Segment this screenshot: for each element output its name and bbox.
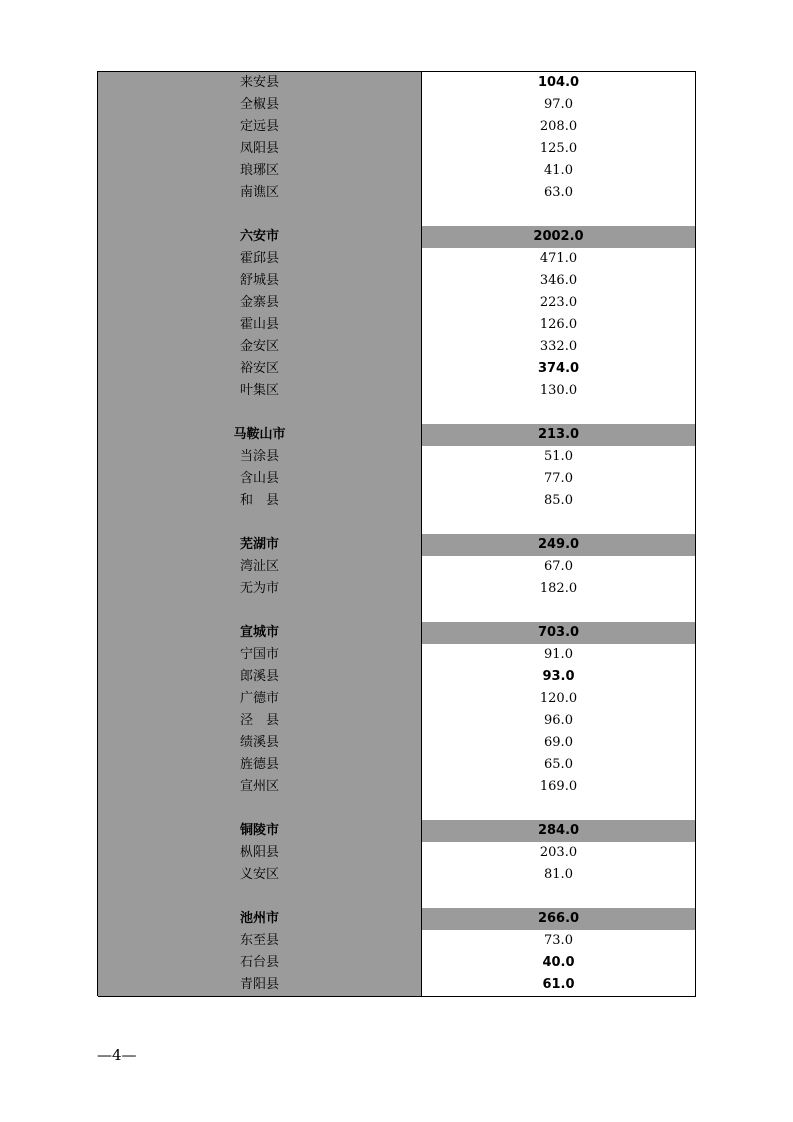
- value-cell: 332.0: [422, 336, 696, 359]
- region-name-cell: 马鞍山市: [98, 424, 422, 447]
- city-row: [98, 908, 696, 930]
- region-name-cell: 琅琊区: [98, 160, 422, 183]
- value-cell: 96.0: [422, 710, 696, 733]
- value-cell: 471.0: [422, 248, 696, 271]
- value-cell: 2002.0: [422, 226, 696, 249]
- city-row: [98, 226, 696, 248]
- value-cell: 97.0: [422, 94, 696, 117]
- region-name-cell: 泾 县: [98, 710, 422, 733]
- table-row: [98, 160, 696, 182]
- value-cell: 223.0: [422, 292, 696, 315]
- table-row: [98, 314, 696, 336]
- value-cell: 65.0: [422, 754, 696, 777]
- spacer-row: [98, 204, 696, 226]
- value-cell: 91.0: [422, 644, 696, 667]
- table-row: [98, 468, 696, 490]
- value-cell: 182.0: [422, 578, 696, 601]
- spacer-row: [98, 886, 696, 908]
- region-name-cell: 来安县: [98, 72, 422, 95]
- value-cell: 51.0: [422, 446, 696, 469]
- region-name-cell: 铜陵市: [98, 820, 422, 843]
- region-name-cell: 舒城县: [98, 270, 422, 293]
- table-row: [98, 270, 696, 292]
- city-row: [98, 534, 696, 556]
- region-name-cell: 和 县: [98, 490, 422, 513]
- spacer-row: [98, 600, 696, 622]
- table-row: [98, 336, 696, 358]
- table-row: [98, 138, 696, 160]
- table-row: [98, 776, 696, 798]
- region-name-cell: 凤阳县: [98, 138, 422, 161]
- value-cell: 85.0: [422, 490, 696, 513]
- region-name-cell: 东至县: [98, 930, 422, 953]
- table-row: [98, 248, 696, 270]
- region-name-cell: 含山县: [98, 468, 422, 491]
- table-row: [98, 556, 696, 578]
- region-name-cell: 枞阳县: [98, 842, 422, 865]
- value-cell: 125.0: [422, 138, 696, 161]
- region-name-cell: [98, 204, 422, 227]
- region-name-cell: 全椒县: [98, 94, 422, 117]
- table-row: [98, 754, 696, 776]
- table-row: [98, 578, 696, 600]
- region-name-cell: 郎溪县: [98, 666, 422, 689]
- table-row: [98, 358, 696, 380]
- region-name-cell: 宁国市: [98, 644, 422, 667]
- spacer-row: [98, 402, 696, 424]
- region-name-cell: 六安市: [98, 226, 422, 249]
- table-row: [98, 116, 696, 138]
- table-row: [98, 666, 696, 688]
- city-row: [98, 820, 696, 842]
- value-cell: 77.0: [422, 468, 696, 491]
- value-cell: 120.0: [422, 688, 696, 711]
- region-name-cell: [98, 600, 422, 623]
- value-cell: [422, 402, 696, 425]
- table-row: [98, 446, 696, 468]
- region-name-cell: 无为市: [98, 578, 422, 601]
- value-cell: [422, 204, 696, 227]
- value-cell: 61.0: [422, 974, 696, 997]
- value-cell: 40.0: [422, 952, 696, 975]
- region-name-cell: 叶集区: [98, 380, 422, 403]
- table-row: [98, 952, 696, 974]
- table-row: [98, 292, 696, 314]
- table-row: [98, 864, 696, 886]
- region-name-cell: 湾沚区: [98, 556, 422, 579]
- region-name-cell: 池州市: [98, 908, 422, 931]
- value-cell: 73.0: [422, 930, 696, 953]
- value-cell: [422, 798, 696, 821]
- table-row: [98, 732, 696, 754]
- table-row: [98, 974, 696, 996]
- region-name-cell: [98, 512, 422, 535]
- region-name-cell: 绩溪县: [98, 732, 422, 755]
- region-name-cell: 金寨县: [98, 292, 422, 315]
- spacer-row: [98, 798, 696, 820]
- region-name-cell: 霍山县: [98, 314, 422, 337]
- value-cell: 69.0: [422, 732, 696, 755]
- value-cell: 169.0: [422, 776, 696, 799]
- region-name-cell: 裕安区: [98, 358, 422, 381]
- table-row: [98, 490, 696, 512]
- value-cell: 213.0: [422, 424, 696, 447]
- value-cell: 266.0: [422, 908, 696, 931]
- value-cell: 284.0: [422, 820, 696, 843]
- value-cell: 126.0: [422, 314, 696, 337]
- region-name-cell: 义安区: [98, 864, 422, 887]
- page-number: —4—: [97, 1046, 137, 1064]
- value-cell: 203.0: [422, 842, 696, 865]
- table-row: [98, 842, 696, 864]
- table-row: [98, 94, 696, 116]
- table-row: [98, 380, 696, 402]
- region-name-cell: 宣州区: [98, 776, 422, 799]
- region-name-cell: 石台县: [98, 952, 422, 975]
- city-row: [98, 424, 696, 446]
- table-row: [98, 644, 696, 666]
- region-name-cell: 旌德县: [98, 754, 422, 777]
- value-cell: 130.0: [422, 380, 696, 403]
- value-cell: [422, 512, 696, 535]
- region-name-cell: [98, 798, 422, 821]
- region-name-cell: 青阳县: [98, 974, 422, 997]
- region-name-cell: 当涂县: [98, 446, 422, 469]
- region-name-cell: 芜湖市: [98, 534, 422, 557]
- value-cell: 67.0: [422, 556, 696, 579]
- value-cell: 63.0: [422, 182, 696, 205]
- value-cell: 346.0: [422, 270, 696, 293]
- region-name-cell: 南谯区: [98, 182, 422, 205]
- value-cell: [422, 886, 696, 909]
- value-cell: 93.0: [422, 666, 696, 689]
- table-row: [98, 930, 696, 952]
- value-cell: 374.0: [422, 358, 696, 381]
- value-cell: 249.0: [422, 534, 696, 557]
- region-name-cell: [98, 402, 422, 425]
- table-row: [98, 72, 696, 94]
- value-cell: 208.0: [422, 116, 696, 139]
- region-name-cell: 霍邱县: [98, 248, 422, 271]
- value-cell: 81.0: [422, 864, 696, 887]
- region-name-cell: [98, 886, 422, 909]
- region-name-cell: 广德市: [98, 688, 422, 711]
- region-name-cell: 宣城市: [98, 622, 422, 645]
- value-cell: [422, 600, 696, 623]
- value-cell: 703.0: [422, 622, 696, 645]
- table-row: [98, 182, 696, 204]
- value-cell: 41.0: [422, 160, 696, 183]
- table-row: [98, 688, 696, 710]
- region-name-cell: 金安区: [98, 336, 422, 359]
- value-cell: 104.0: [422, 72, 696, 95]
- table-row: [98, 710, 696, 732]
- region-name-cell: 定远县: [98, 116, 422, 139]
- spacer-row: [98, 512, 696, 534]
- data-table: [97, 71, 696, 996]
- city-row: [98, 622, 696, 644]
